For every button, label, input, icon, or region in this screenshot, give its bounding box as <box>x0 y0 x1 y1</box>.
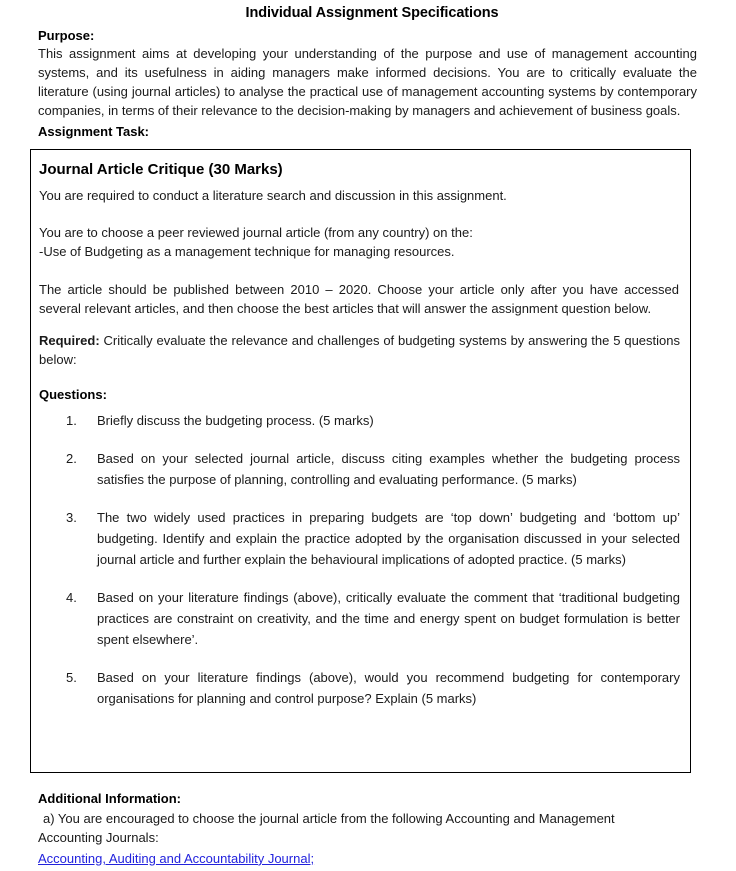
spacer <box>39 206 680 223</box>
additional-information-line-a: a) You are encouraged to choose the journal article from the following Accounting and Management <box>43 810 615 826</box>
task-intro-line: You are required to conduct a literature search and discussion in this assignment. <box>39 188 507 203</box>
question-item: Based on your literature findings (above), critically evaluate the comment that ‘traditional budgeting practices are constraint on creativity, and the time and energy spent on budget formulation is better spent elsewhere’. <box>97 589 680 647</box>
task-required-paragraph <box>39 331 680 370</box>
journal-link-accounting-auditing-accountability[interactable]: Accounting, Auditing and Accountability Journal; <box>38 850 315 866</box>
question-item: Briefly discuss the budgeting process. (5 marks) <box>97 412 374 428</box>
assignment-task-box-content <box>31 150 690 709</box>
purpose-label: Purpose: <box>38 28 95 44</box>
question-item: Based on your selected journal article, discuss citing examples whether the budgeting process satisfies the purpose of planning, controlling and evaluating performance. (5 marks) <box>97 450 680 487</box>
journal-article-critique-heading: Journal Article Critique (30 Marks) <box>39 161 283 178</box>
questions-label: Questions: <box>39 386 107 402</box>
spacer <box>39 370 680 387</box>
required-text: Critically evaluate the relevance and challenges of budgeting systems by answering the 5 questions below: <box>39 332 680 367</box>
required-label: Required: <box>39 332 100 348</box>
assignment-task-label: Assignment Task: <box>38 123 150 139</box>
additional-information-label: Additional Information: <box>38 791 181 806</box>
task-topic-line: -Use of Budgeting as a management technique for managing resources. <box>39 244 455 259</box>
question-item: Based on your literature findings (above), would you recommend budgeting for contemporary organisations for planning and control purpose? Explain (5 marks) <box>97 669 680 706</box>
question-item: The two widely used practices in preparing budgets are ‘top down’ budgeting and ‘bottom up’ budgeting. Identify and explain the practice adopted by the organisation discussed in your selected journal article and further explain the behavioural implications of adopted practice. (5 marks) <box>97 509 680 567</box>
task-publication-paragraph: The article should be published between 2010 – 2020. Choose your article only after you have accessed several relevant articles, and then choose the best articles that will answer the assignment question below. <box>39 281 679 316</box>
purpose-paragraph: This assignment aims at developing your understanding of the purpose and use of management accounting systems, and its usefulness in aiding managers make informed decisions. You are to critically evaluate the literature (using journal articles) to analyse the practical use of management accounting systems by contemporary companies, in terms of their relevance to the decision-making by managers and achievement of business goals. <box>38 46 697 119</box>
task-choose-line: You are to choose a peer reviewed journal article (from any country) on the: <box>39 224 473 240</box>
document-page <box>0 4 736 871</box>
additional-information-line-b: Accounting Journals: <box>38 830 159 846</box>
page-title: Individual Assignment Specifications <box>245 5 499 21</box>
questions-list <box>39 410 680 710</box>
assignment-task-box <box>30 149 691 773</box>
additional-information-section <box>0 790 736 868</box>
spacer <box>39 319 680 331</box>
